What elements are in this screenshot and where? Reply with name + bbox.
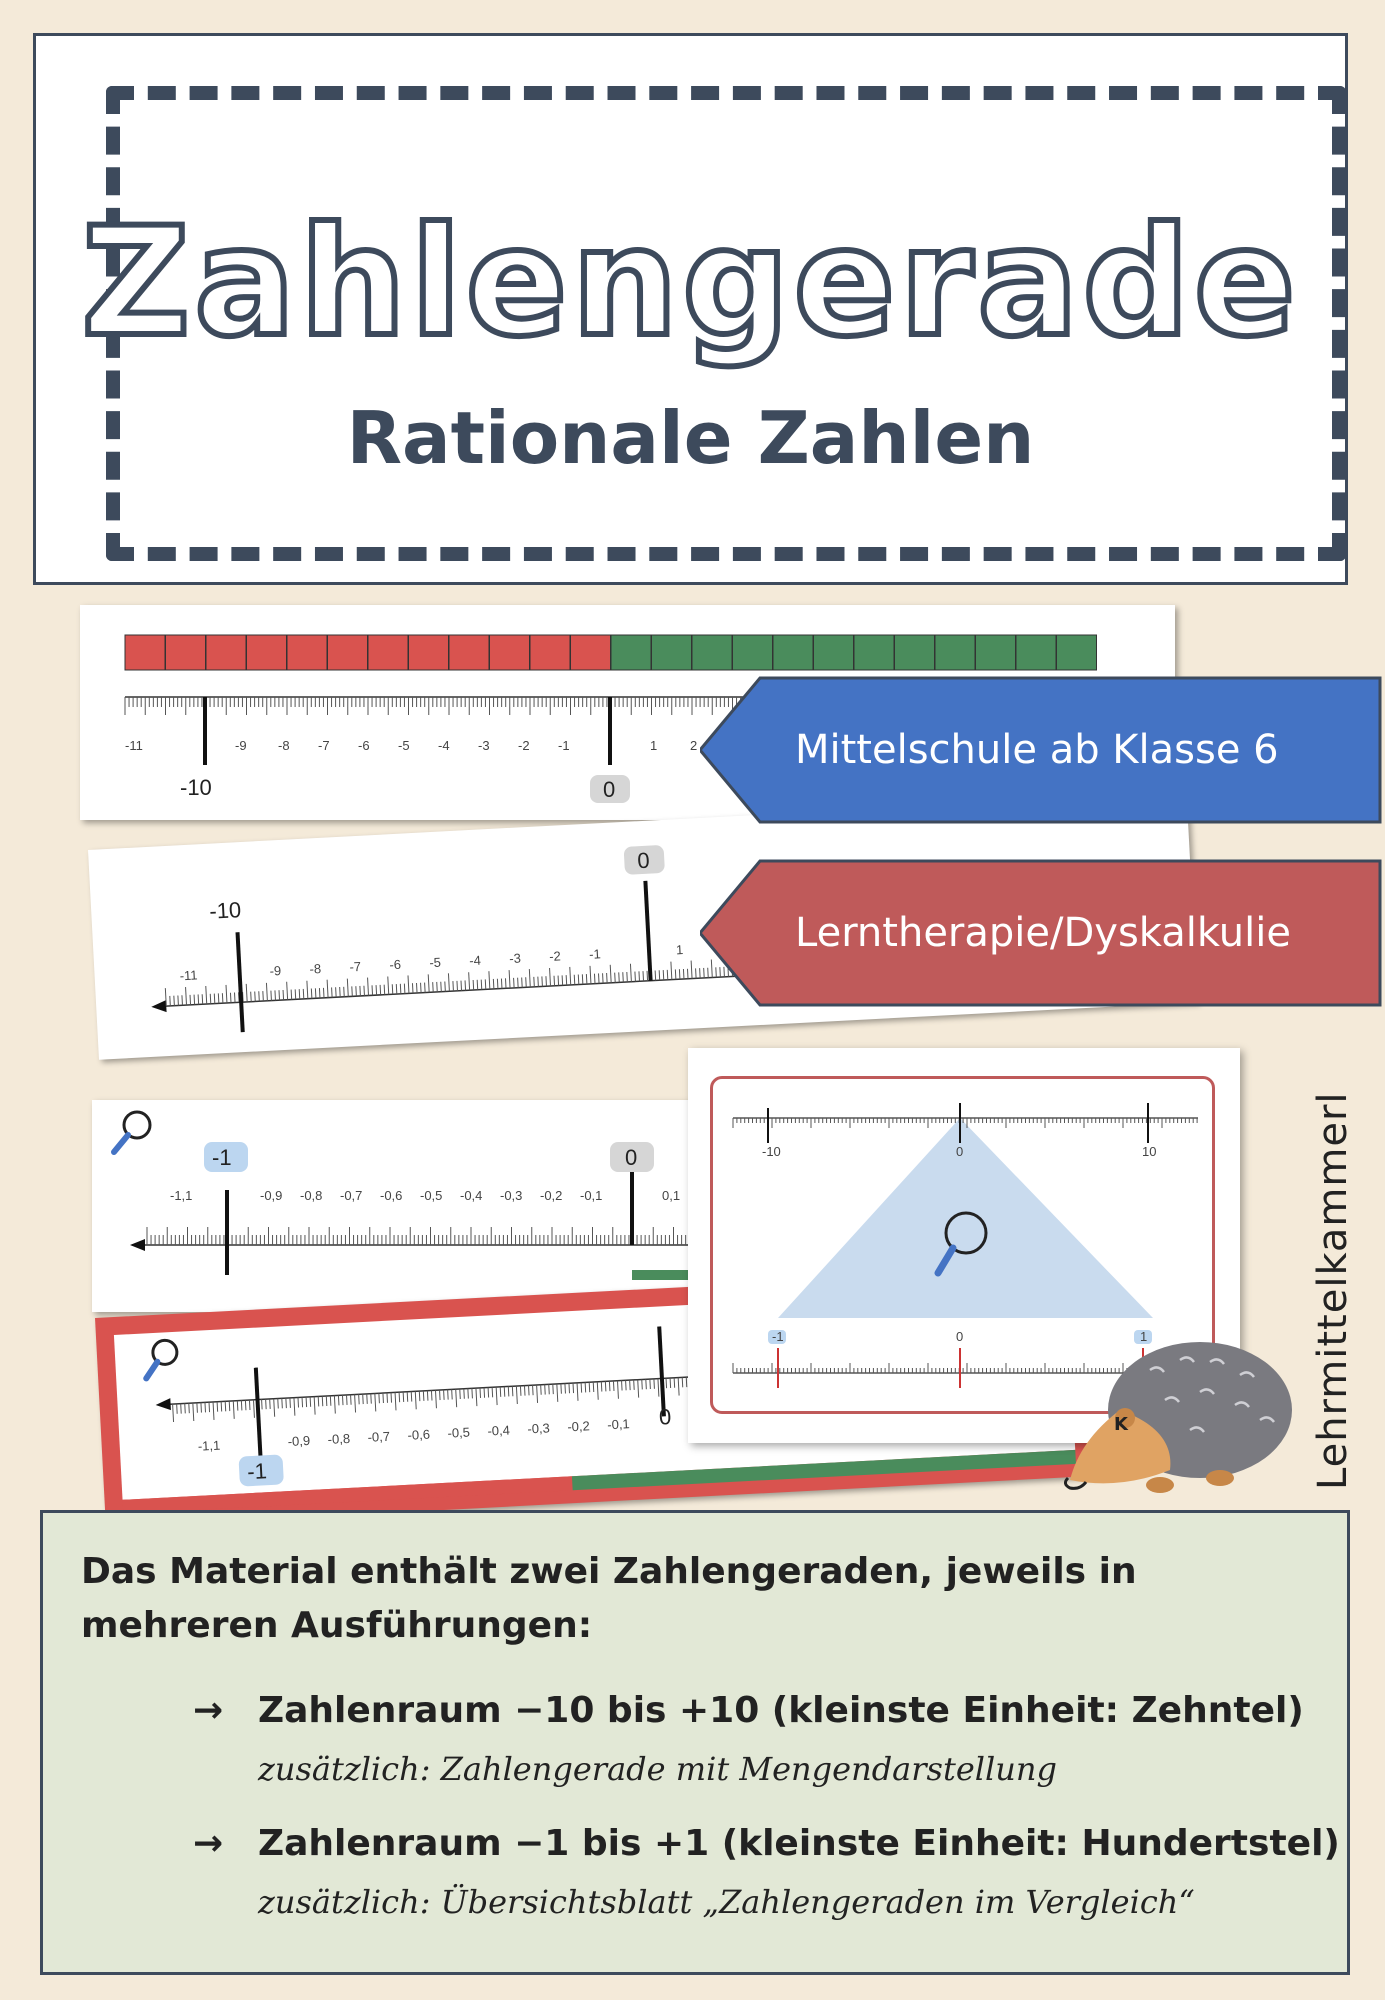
strip3-tick-label: -0,2 — [540, 1188, 563, 1203]
strip2-tick-label: -9 — [269, 963, 282, 979]
strip4-tick-label: -0,7 — [367, 1428, 391, 1445]
tick-labels — [197, 1416, 630, 1454]
info-item-1: Zahlenraum −10 bis +10 (kleinste Einheit: Zehntel) — [258, 1690, 1304, 1731]
positive-bar — [976, 635, 1016, 670]
strip2-tick-label: -3 — [508, 950, 522, 967]
strip4-tick-label: -0,1 — [606, 1416, 631, 1433]
ribbon-school-label: Mittelschule ab Klasse 6 — [795, 727, 1279, 773]
negative-bar — [287, 635, 327, 670]
ribbon-therapy — [700, 858, 1385, 1008]
tick-labels — [170, 1188, 680, 1203]
tick-labels — [179, 940, 723, 983]
major-tick-zero — [645, 881, 650, 981]
negative-bar — [166, 635, 206, 670]
arrow-icon: → — [193, 1823, 224, 1864]
strip2-tick-label: -7 — [349, 958, 362, 975]
strip2-tick-label: -5 — [428, 954, 442, 971]
title-card — [33, 33, 1348, 585]
strip4-tick-label: -0,6 — [407, 1426, 431, 1443]
strip1-tick-label: 1 — [650, 738, 658, 753]
positive-bar — [1016, 635, 1056, 670]
strip2-tick-label: 1 — [675, 941, 684, 958]
strip1-tick-label: -9 — [235, 738, 247, 753]
strip1-tick-label: -4 — [438, 738, 450, 753]
info-item-2-sub: zusätzlich: Übersichtsblatt „Zahlengeraden im Vergleich“ — [258, 1883, 1195, 1921]
strip3-tick-label: -0,9 — [260, 1188, 283, 1203]
negative-bar — [206, 635, 246, 670]
label-minus10: -10 — [180, 775, 212, 800]
strip2-tick-label: -6 — [389, 956, 402, 973]
major-tick-zero — [659, 1326, 664, 1416]
strip4-tick-label: -0,8 — [327, 1430, 351, 1447]
positive-bar — [773, 635, 813, 670]
negative-bar — [328, 635, 368, 670]
label-minus1: -1 — [246, 1458, 268, 1485]
strip2-tick-label: -2 — [548, 948, 562, 964]
strip4-tick-label: -1,1 — [197, 1437, 221, 1454]
strip1-tick-label: -1 — [558, 738, 570, 753]
overview-top-zero: 0 — [956, 1144, 964, 1159]
strip2-tick-label: -4 — [468, 952, 482, 969]
info-item-1-sub: zusätzlich: Zahlengerade mit Mengendarstellung — [258, 1750, 1057, 1788]
label-minus10: -10 — [208, 897, 242, 924]
negative-bar — [490, 635, 530, 670]
positive-bar — [692, 635, 732, 670]
negative-bar — [530, 635, 570, 670]
positive-bar — [854, 635, 894, 670]
strip3-tick-label: -0,4 — [460, 1188, 483, 1203]
ribbon-therapy-label: Lerntherapie/Dyskalkulie — [795, 910, 1291, 956]
positive-bar — [935, 635, 975, 670]
label-zero: 0 — [625, 1145, 638, 1170]
strip3-tick-label: -0,6 — [380, 1188, 403, 1203]
label-minus1: -1 — [212, 1145, 232, 1170]
negative-bar — [125, 635, 165, 670]
arrow-icon: → — [193, 1690, 224, 1731]
overview-top-left: -10 — [762, 1144, 781, 1159]
label-zero: 0 — [636, 847, 651, 874]
strip4-tick-label: -0,4 — [487, 1422, 511, 1439]
ribbon-school — [700, 675, 1385, 825]
negative-bar — [571, 635, 611, 670]
strip2-tick-label: -1 — [588, 946, 602, 962]
positive-bar — [895, 635, 935, 670]
positive-bar — [814, 635, 854, 670]
label-zero: 0 — [658, 1403, 672, 1430]
positive-bar — [733, 635, 773, 670]
info-box — [40, 1510, 1350, 1975]
magnifier-icon — [114, 1112, 150, 1152]
strip1-tick-label: -3 — [478, 738, 490, 753]
strip3-tick-label: 0,1 — [662, 1188, 681, 1203]
positive-bar — [611, 635, 651, 670]
strip3-tick-label: -0,1 — [580, 1188, 603, 1203]
strip4-tick-label: -0,5 — [447, 1424, 471, 1441]
info-intro: Das Material enthält zwei Zahlengeraden, jeweils in mehreren Ausführungen: — [81, 1551, 1137, 1646]
major-tick-minus1 — [256, 1368, 261, 1458]
hedgehog-letter: K — [1114, 1414, 1128, 1435]
strip3-tick-label: -0,7 — [340, 1188, 363, 1203]
hedgehog-mascot — [1060, 1330, 1300, 1505]
brand-vertical: Lehrmittelkammerl — [1310, 1091, 1356, 1490]
overview-bottom-zero: 0 — [956, 1329, 964, 1344]
negative-bar — [409, 635, 449, 670]
page-title: Zahlengerade — [81, 196, 1300, 370]
magnifier-icon — [144, 1340, 178, 1379]
positive-bar — [1057, 635, 1097, 670]
strip1-tick-label: -6 — [358, 738, 370, 753]
strip1-tick-label: -5 — [398, 738, 410, 753]
overview-bottom-right: 1 — [1140, 1329, 1148, 1344]
strip3-tick-label: -0,8 — [300, 1188, 323, 1203]
strip1-tick-label: -2 — [518, 738, 530, 753]
overview-top-right: 10 — [1142, 1144, 1157, 1159]
strip4-tick-label: -0,3 — [527, 1420, 551, 1437]
strip1-tick-label: 2 — [690, 738, 698, 753]
strip2-tick-label: -11 — [179, 967, 198, 984]
negative-bar — [449, 635, 489, 670]
negative-bar — [247, 635, 287, 670]
strip1-tick-label: -8 — [278, 738, 290, 753]
page-subtitle: Rationale Zahlen — [346, 396, 1035, 480]
strip4-tick-label: -0,9 — [287, 1432, 311, 1450]
label-zero: 0 — [603, 777, 616, 802]
strip2-tick-label: -8 — [309, 960, 322, 977]
strip3-tick-label: -1,1 — [170, 1188, 193, 1203]
negative-bar — [368, 635, 408, 670]
strip4-tick-label: -0,2 — [566, 1418, 591, 1435]
positive-bar — [652, 635, 692, 670]
major-tick-minus10 — [238, 932, 243, 1032]
strip3-tick-label: -0,5 — [420, 1188, 443, 1203]
strip1-tick-label: -7 — [318, 738, 330, 753]
zoom-triangle — [778, 1118, 1153, 1318]
overview-bottom-left: -1 — [772, 1329, 784, 1344]
info-item-2: Zahlenraum −1 bis +1 (kleinste Einheit: Hundertstel) — [258, 1823, 1340, 1864]
strip1-tick-label: -11 — [125, 738, 143, 753]
strip3-tick-label: -0,3 — [500, 1188, 523, 1203]
quantity-bars — [125, 635, 1097, 670]
